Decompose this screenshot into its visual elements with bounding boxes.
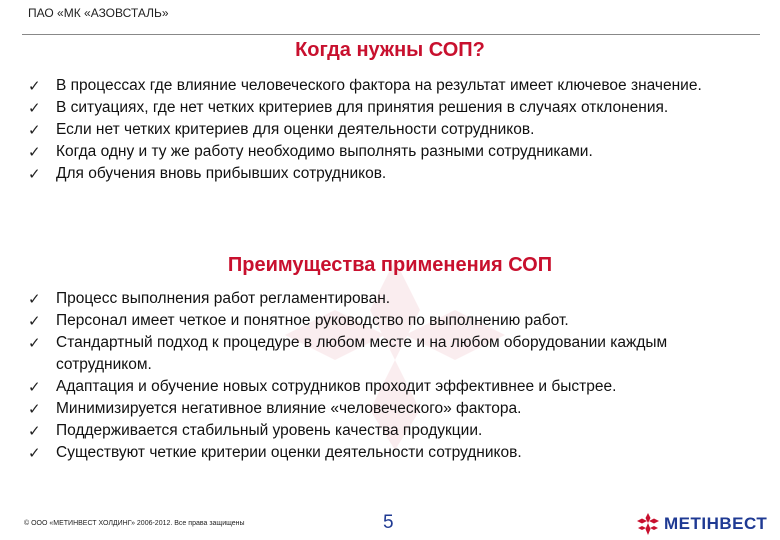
check-icon: ✓ [28,77,41,95]
section-title-advantages: Преимущества применения СОП [227,254,553,276]
check-icon: ✓ [28,165,41,183]
list-item [28,420,748,442]
check-icon: ✓ [28,334,41,352]
list-item-text: Стандартный подход к процедуре в любом месте и на любом оборудовании каждым сотрудником. [56,334,668,373]
section-title-when-needed: Когда нужны СОП? [295,39,485,61]
list-item-text: Процесс выполнения работ регламентирован. [56,290,391,307]
check-icon: ✓ [28,290,41,308]
check-icon: ✓ [28,99,41,117]
list-item-text: Поддерживается стабильный уровень качества продукции. [56,422,483,439]
list-item-text: Минимизируется негативное влияние «человеческого» фактора. [56,400,522,417]
check-icon: ✓ [28,400,41,418]
check-icon: ✓ [28,121,41,139]
list-item-text: В процессах где влияние человеческого фактора на результат имеет ключевое значение. [56,77,702,94]
footer-copyright: © ООО «МЕТИНВЕСТ ХОЛДИНГ» 2006-2012. Все права защищены [24,520,245,527]
check-icon: ✓ [28,378,41,396]
list-item [28,288,748,310]
check-icon: ✓ [28,444,41,462]
list-item [28,442,748,464]
metinvest-logo [636,512,767,536]
list-item [28,163,748,185]
list-item [28,141,748,163]
header-divider [22,34,760,35]
advantages-list [28,288,748,464]
list-item [28,376,748,398]
check-icon: ✓ [28,143,41,161]
when-needed-list [28,75,748,185]
logo-text: МЕТІНВЕСТ [664,514,768,533]
list-item [28,75,748,97]
list-item-text: Адаптация и обучение новых сотрудников проходит эффективнее и быстрее. [56,378,617,395]
list-item [28,310,748,332]
page-number: 5 [383,512,394,533]
metinvest-logo-icon [636,512,660,536]
list-item [28,332,748,376]
list-item [28,119,748,141]
list-item [28,398,748,420]
list-item-text: Для обучения вновь прибывших сотрудников. [56,165,387,182]
list-item-text: Персонал имеет четкое и понятное руководство по выполнению работ. [56,312,569,329]
list-item-text: Существуют четкие критерии оценки деятельности сотрудников. [56,444,522,461]
list-item-text: Если нет четких критериев для оценки деятельности сотрудников. [56,121,535,138]
check-icon: ✓ [28,422,41,440]
company-name: ПАО «МК «АЗОВСТАЛЬ» [28,6,169,20]
list-item-text: В ситуациях, где нет четких критериев для принятия решения в случаях отклонения. [56,99,669,116]
list-item [28,97,748,119]
check-icon: ✓ [28,312,41,330]
list-item-text: Когда одну и ту же работу необходимо выполнять разными сотрудниками. [56,143,593,160]
